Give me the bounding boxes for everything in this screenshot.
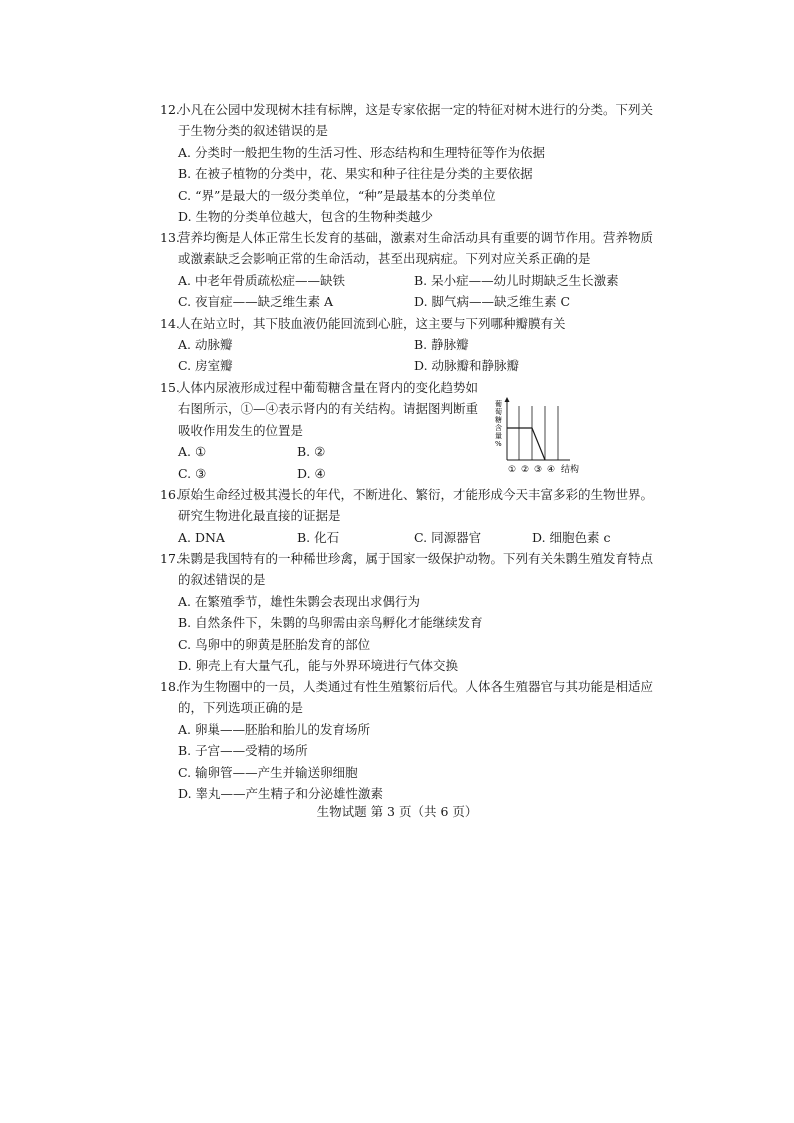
option-a: A. 卵巢——胚胎和胎儿的发育场所 (178, 722, 370, 737)
question-number: 14. (160, 316, 180, 331)
option-a: A. ① (178, 444, 207, 459)
option-d: D. 睾丸——产生精子和分泌雄性激素 (178, 786, 384, 801)
option-b: B. 子宫——受精的场所 (178, 743, 308, 758)
glucose-graph (492, 396, 592, 478)
question-number: 13. (160, 230, 180, 245)
option-d: D. ④ (297, 466, 326, 481)
question-stem: 人在站立时，其下肢血液仍能回流到心脏，这主要与下列哪种瓣膜有关 (178, 316, 566, 331)
question-stem: 原始生命经过极其漫长的年代，不断进化、繁衍，才能形成今天丰富多彩的生物世界。 (178, 487, 654, 502)
option-d: D. 生物的分类单位越大，包含的生物种类越少 (178, 209, 434, 224)
option-b: B. 呆小症——幼儿时期缺乏生长激素 (414, 273, 619, 288)
tick-label-3: ③ (534, 465, 543, 475)
question-stem-cont: 或激素缺乏会影响正常的生命活动，甚至出现病症。下列对应关系正确的是 (178, 251, 591, 266)
option-b: B. ② (297, 444, 326, 459)
question-stem: 小凡在公园中发现树木挂有标牌，这是专家依据一定的特征对树木进行的分类。下列关 (178, 102, 654, 117)
option-a: A. 中老年骨质疏松症——缺铁 (178, 273, 345, 288)
y-label-char: 萄 (495, 408, 502, 416)
question-number: 17. (160, 551, 180, 566)
question-stem-cont: 右图所示，①—④表示肾内的有关结构。请据图判断重 (178, 401, 479, 416)
option-c: C. “界”是最大的一级分类单位，“种”是最基本的分类单位 (178, 188, 496, 203)
option-c: C. 鸟卵中的卵黄是胚胎发育的部位 (178, 637, 371, 652)
option-c: C. 同源器官 (414, 530, 482, 545)
question-stem: 人体内尿液形成过程中葡萄糖含量在肾内的变化趋势如 (178, 380, 479, 395)
y-label-char: 含 (495, 424, 502, 432)
question-stem: 朱鹮是我国特有的一种稀世珍禽，属于国家一级保护动物。下列有关朱鹮生殖发育特点 (178, 551, 654, 566)
option-c: C. 输卵管——产生并输送卵细胞 (178, 765, 358, 780)
question-number: 12. (160, 102, 180, 117)
option-c: C. ③ (178, 466, 207, 481)
tick-label-4: ④ (547, 465, 556, 475)
option-d: D. 细胞色素 c (532, 530, 611, 545)
question-number: 15. (160, 380, 180, 395)
question-stem: 营养均衡是人体正常生长发育的基础，激素对生命活动具有重要的调节作用。营养物质 (178, 230, 654, 245)
option-b: B. 在被子植物的分类中，花、果实和种子往往是分类的主要依据 (178, 166, 533, 181)
option-b: B. 自然条件下，朱鹮的鸟卵需由亲鸟孵化才能继续发育 (178, 615, 483, 630)
question-stem-cont: 吸收作用发生的位置是 (178, 423, 304, 438)
x-axis-label: 结构 (561, 465, 580, 475)
y-label-char: 糖 (495, 416, 502, 424)
option-d: D. 动脉瓣和静脉瓣 (414, 358, 520, 373)
question-stem-cont: 的叙述错误的是 (178, 572, 266, 587)
y-axis-arrow (505, 397, 510, 402)
glucose-line (507, 428, 545, 460)
question-number: 18. (160, 679, 180, 694)
tick-label-2: ② (521, 465, 530, 475)
option-a: A. 在繁殖季节，雄性朱鹮会表现出求偶行为 (178, 594, 420, 609)
option-a: A. 分类时一般把生物的生活习性、形态结构和生理特征等作为依据 (178, 145, 545, 160)
question-stem-cont: 研究生物进化最直接的证据是 (178, 508, 341, 523)
question-number: 16. (160, 487, 180, 502)
question-stem-cont: 于生物分类的叙述错误的是 (178, 123, 329, 138)
y-label-char: % (495, 440, 502, 448)
option-b: B. 静脉瓣 (414, 337, 469, 352)
question-stem: 作为生物圈中的一员，人类通过有性生殖繁衍后代。人体各生殖器官与其功能是相适应 (178, 679, 654, 694)
question-stem-cont: 的，下列选项正确的是 (178, 700, 304, 715)
y-axis-label (495, 399, 502, 448)
option-b: B. 化石 (297, 530, 340, 545)
option-d: D. 卵壳上有大量气孔，能与外界环境进行气体交换 (178, 658, 459, 673)
page-footer: 生物试题 第 3 页（共 6 页） (316, 804, 478, 819)
y-label-char: 葡 (495, 400, 502, 408)
y-label-char: 量 (495, 432, 502, 440)
option-c: C. 房室瓣 (178, 358, 233, 373)
option-d: D. 脚气病——缺乏维生素 C (414, 294, 571, 309)
option-a: A. DNA (178, 530, 225, 545)
option-a: A. 动脉瓣 (178, 337, 233, 352)
option-c: C. 夜盲症——缺乏维生素 A (178, 294, 334, 309)
tick-label-1: ① (508, 465, 517, 475)
